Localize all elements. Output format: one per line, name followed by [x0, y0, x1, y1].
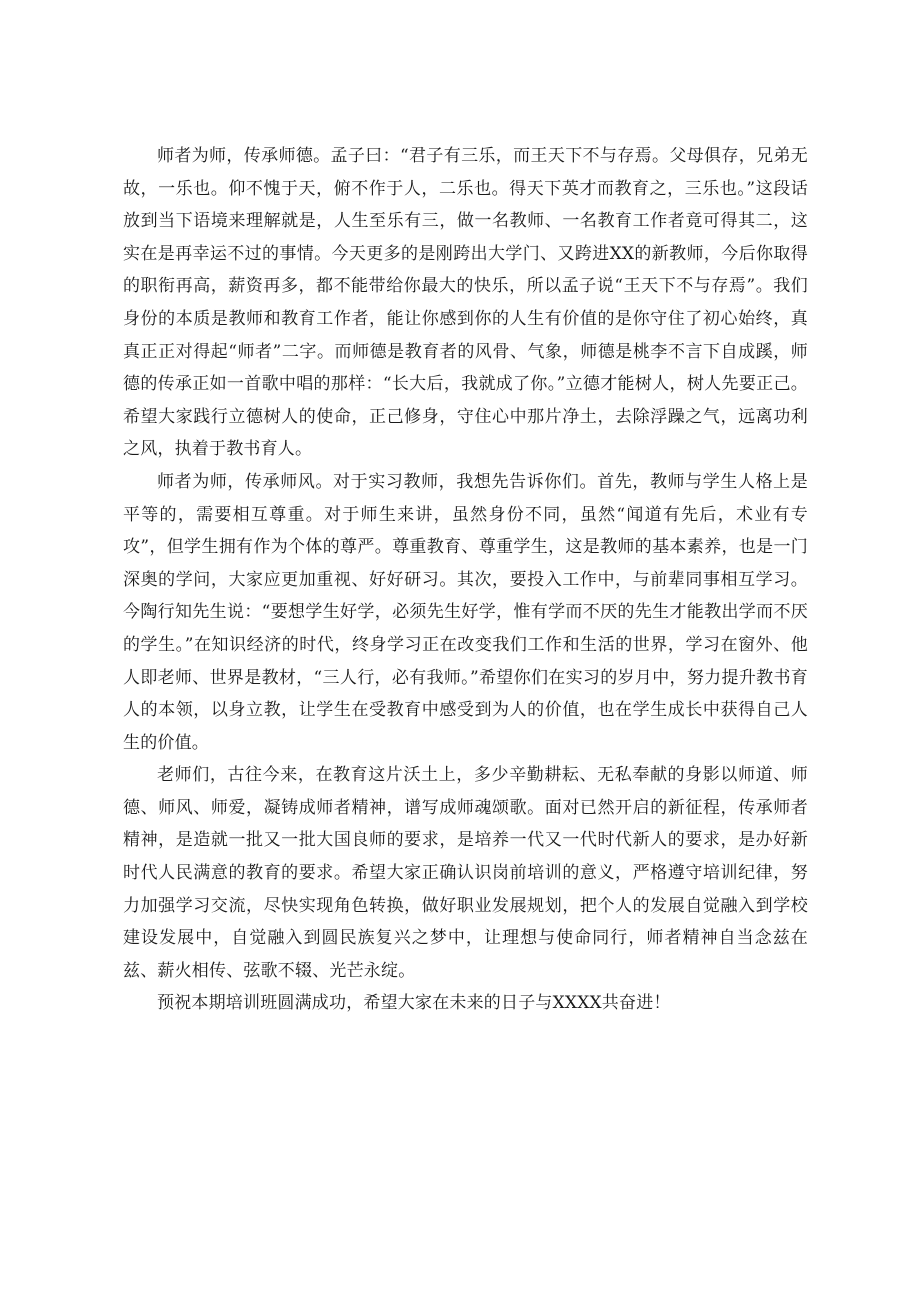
paragraph-closing-wish: 预祝本期培训班圆满成功，希望大家在未来的日子与XXXX共奋进！	[157, 993, 671, 1014]
paragraph-teacher-style: 师者为师，传承师风。对于实习教师，我想先告诉你们。首先，教师与学生人格上是平等的，需要相互尊重。对于师生来讲，虽然身份不同，虽然“闻道有先后，术业有专攻”，但学生拥有作为个体的尊严。尊重教育、尊重学生，这是教师的基本素养，也是一门深奥的学问，大家应更加重视、好好研习。其次，要投入工作中，与前辈同事相互学习。今陶行知先生说：“要想学生好学，必须先生好学，惟有学而不厌的先生才能教出学而不厌的学生。”在知识经济的时代，终身学习正在改变我们工作和生活的世界，学习在窗外、他人即老师、世界是教材，“三人行，必有我师。”希望你们在实习的岁月中，努力提升教书育人的本领，以身立教，让学生在受教育中感受到为人的价值，也在学生成长中获得自己人生的价值。	[123, 471, 808, 753]
paragraph-teacher-spirit: 老师们，古往今来，在教育这片沃土上，多少辛勤耕耘、无私奉献的身影以师道、师德、师风、师爱，凝铸成师者精神，谱写成师魂颂歌。面对已然开启的新征程，传承师者精神，是造就一批又一批大国良师的要求，是培养一代又一代时代新人的要求，是办好新时代人民满意的教育的要求。希望大家正确认识岗前培训的意义，严格遵守培训纪律，努力加强学习交流，尽快实现角色转换，做好职业发展规划，把个人的发展自觉融入到学校建设发展中，自觉融入到圆民族复兴之梦中，让理想与使命同行，师者精神自当念兹在兹、薪火相传、弦歌不辍、光芒永绽。	[123, 765, 808, 981]
paragraph-teacher-ethics: 师者为师，传承师德。孟子曰：“君子有三乐，而王天下不与存焉。父母俱存，兄弟无故，一乐也。仰不愧于天，俯不作于人，二乐也。得天下英才而教育之，三乐也。”这段话放到当下语境来理解就是，人生至乐有三，做一名教师、一名教育工作者竟可得其二，这实在是再幸运不过的事情。今天更多的是刚跨出大学门、又跨进XX的新教师，今后你取得的职衔再高，薪资再多，都不能带给你最大的快乐，所以孟子说“王天下不与存焉”。我们身份的本质是教师和教育工作者，能让你感到你的人生有价值的是你守住了初心始终，真真正正对得起“师者”二字。而师德是教育者的风骨、气象，师德是桃李不言下自成蹊，师德的传承正如一首歌中唱的那样：“长大后，我就成了你。”立德才能树人，树人先要正己。希望大家践行立德树人的使命，正己修身，守住心中那片净土，去除浮躁之气，远离功利之风，执着于教书育人。	[123, 146, 808, 460]
document-body	[123, 140, 808, 1020]
